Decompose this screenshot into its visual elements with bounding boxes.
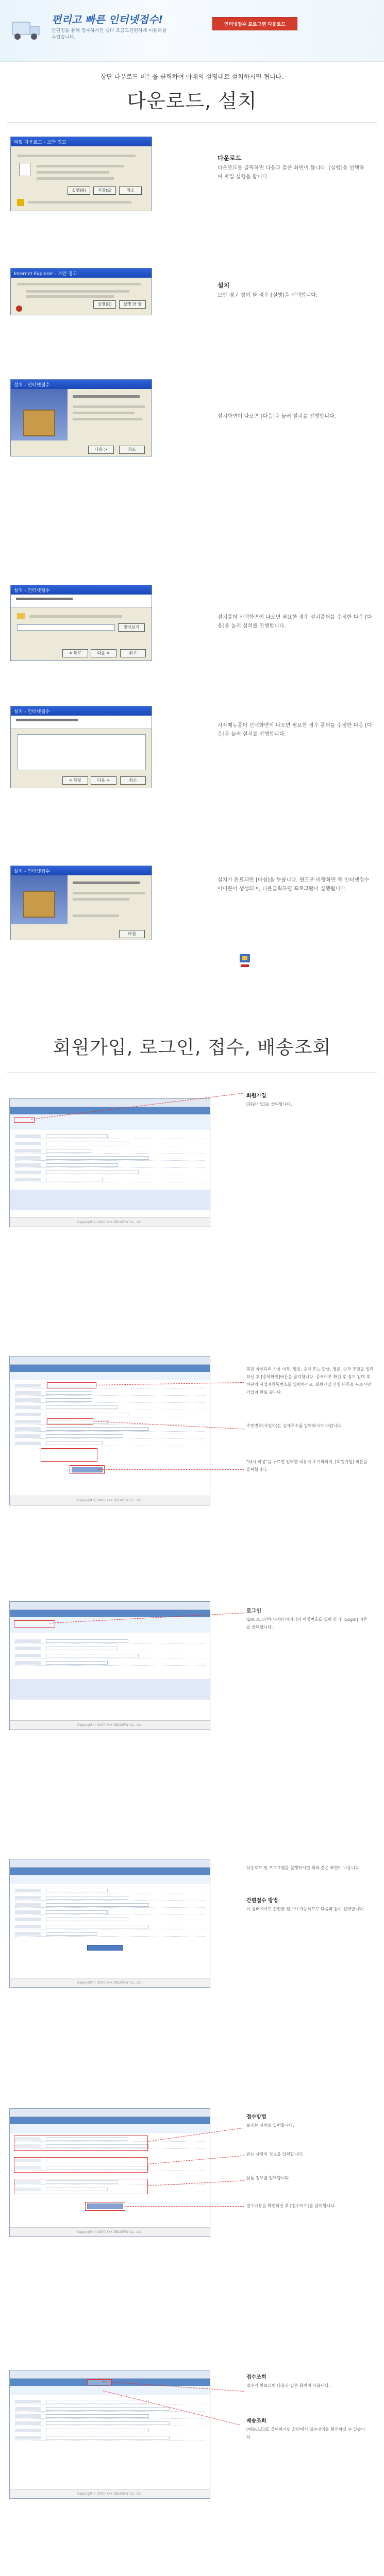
tracking-tab-highlight[interactable] [87,2379,112,2385]
callout-text: "다시 작성"을 누르면 입력한 내용이 초기화되며, [회원가입] 버튼을 클릭합니다. [246,1460,368,1472]
callout-text: ID로 로그인하시려면 아이디와 비밀번호를 입력 한 후 [Login] 버튼을 클릭합니다. [246,1617,368,1630]
callout-text: 받는 사람의 정보를 입력합니다. [246,2152,304,2157]
copyright: Copyright ⓒ 2000 XXX DELIVERY Co., Ltd. [10,2489,210,2498]
next-button[interactable]: 다음 > [91,776,116,785]
warning-shield-icon [16,306,22,312]
join-link-highlight[interactable] [14,1117,35,1123]
cancel-button[interactable]: 취소 [119,446,145,454]
back-button[interactable]: < 뒤로 [62,776,88,785]
desktop-shortcut-icon[interactable] [238,953,252,969]
file-icon [19,163,30,176]
item-highlight [14,2179,148,2194]
site-screenshot-join-form [9,1356,210,1505]
id-field-highlight[interactable] [47,1382,96,1388]
next-button[interactable]: 다음 > [88,446,114,454]
site-screenshot-order-complete [9,2370,210,2499]
callout-text: [회원가입]을 클릭합니다. [246,1102,292,1107]
delivery-van-icon [10,13,42,44]
finish-button[interactable]: 마침 [119,930,145,938]
cancel-button[interactable]: 취소 [119,187,142,195]
back-button[interactable]: < 뒤로 [62,649,88,657]
callout-heading: 회원가입 [246,1093,266,1099]
copyright: Copyright ⓒ 2000 XXX DELIVERY Co., Ltd. [10,1496,210,1505]
file-download-dialog: 파일 다운로드 - 보안 경고 실행(R) 저장(S) 취소 [10,137,152,211]
callout-text: 물품 정보를 입력합니다. [246,2176,290,2180]
site-screenshot-order-form [9,2108,210,2237]
setup-wizard-welcome: 설치 - 인터넷접수 다음 > 취소 [10,379,152,456]
setup-finish-dialog: 설치 - 인터넷접수 마침 [10,866,152,940]
step-text: 다운로드를 클릭하면 다음과 같은 화면이 뜹니다. [실행]을 선택하여 파일 실행을 합니다. [218,165,364,180]
dont-run-button[interactable]: 실행 안 함 [119,300,146,309]
site-screenshot-login [9,1601,210,1730]
copyright: Copyright ⓒ 2000 XXX DELIVERY Co., Ltd. [10,1720,210,1730]
callout-heading: 간편접수 방법 [246,1898,278,1904]
callout-heading: 접수조회 [246,2375,266,2380]
callout-text: 보내는 사람을 입력합니다. [246,2123,294,2128]
copyright: Copyright ⓒ 2000 XXX DELIVERY Co., Ltd. [10,1217,210,1227]
callout-heading: 로그인 [246,1608,261,1614]
step-text: 설치폴더 선택화면이 나오면 필요한 경우 설치폴더를 수정한 다음 [다음]을 눌러 설치를 진행합니다. [218,615,372,629]
cancel-button[interactable]: 취소 [120,776,146,785]
warning-shield-icon [17,199,24,206]
callout-heading: 배송조회 [246,2418,266,2424]
run-button[interactable]: 실행(R) [93,300,116,309]
submit-highlight [85,2202,125,2211]
intro-text: 상단 다운로드 버튼을 클릭하여 아래의 설명대로 설치하시면 됩니다. [100,73,284,80]
copyright: Copyright ⓒ 2000 XXX DELIVERY Co., Ltd. [10,2227,210,2236]
callout-text: 회원 아이디의 사용 여부, 영문, 숫자 또는 한글, 영문, 숫자 조합을 입력하신 후 [중복확인]버튼을 클릭합니다. 중복여부 확인 후 정보 입력 후 하단의 사업자등록번호를 입력하시고, 회원가입 신청 버튼을 누르시면 가입이 완료 됩니다. [246,1367,374,1395]
step-text: 설치가 완료되면 [마침]을 누릅니다. 윈도우 바탕화면 쪽 인터넷접수 아이콘이 생성되며, 더블클릭하면 프로그램이 실행됩니다. [218,877,370,892]
callout-text: 주민번호(사업자)는 상세주소를 입력하시기 바랍니다. [246,1423,343,1428]
run-button[interactable]: 실행(R) [68,187,90,195]
start-menu-folder-list[interactable] [17,734,146,770]
install-path-field[interactable] [17,624,115,631]
step-text: 보안 경고 창이 뜰 경우 [실행]을 선택합니다. [218,293,318,298]
step-heading: 설치 [218,282,230,289]
install-box-icon [23,891,55,918]
download-banner [0,0,384,62]
address-field-highlight [47,1418,93,1425]
step-text: 시작메뉴폴더 선택화면이 나오면 필요한 경우 폴더를 수정한 다음 [다음]을 눌러 설치를 진행합니다. [218,723,372,737]
download-section-title: 다운로드, 설치 [127,90,257,112]
download-button[interactable]: 인터넷접수 프로그램 다운로드 [212,17,297,30]
login-box-highlight[interactable] [14,1620,55,1628]
business-number-highlight [41,1448,97,1462]
next-button[interactable]: 다음 > [91,649,116,657]
cancel-button[interactable]: 취소 [120,649,146,657]
browse-button[interactable]: 찾아보기 [118,623,145,632]
step-text: 설치화면이 나오면 [다음]을 눌러 설치를 진행합니다. [218,414,336,419]
banner-title: 편리고 빠른 인터넷접수! [52,13,163,26]
step-heading: 다운로드 [218,155,242,162]
install-box-icon [23,410,55,436]
setup-start-menu-dialog: 설치 - 인터넷접수 < 뒤로 다음 > 취소 [10,706,152,788]
callout-text: [배송조회]를 클릭하시면 화면에서 접수내역을 확인하실 수 있습니다. [246,2427,365,2439]
member-section-title: 회원가입, 로그인, 접수, 배송조회 [53,1037,331,1058]
callout-text: 다운로드 된 프로그램을 실행하시면 위와 같은 화면이 나옵니다. [246,1866,361,1870]
callout-text: 접수가 완료되면 다음과 같은 화면이 나옵니다. [246,2383,330,2388]
receiver-highlight [14,2157,148,2173]
site-screenshot-quick-order [9,1859,210,1988]
copyright: Copyright ⓒ 2000 XXX DELIVERY Co., Ltd. [10,1978,210,1987]
sender-highlight [14,2136,148,2151]
callout-text: 이 상태에서도 간편한 접수가 가능하므로 다음과 같이 입력합니다. [246,1907,364,1911]
quick-order-button[interactable] [87,1945,123,1951]
security-warning-dialog: Internet Explorer - 보안 경고 실행(R) 실행 안 함 [10,268,152,315]
callout-text: 접수내용을 확인하신 후 [접수하기]를 클릭합니다. [246,2204,336,2208]
save-button[interactable]: 저장(S) [93,187,116,195]
setup-folder-dialog: 설치 - 인터넷접수 찾아보기 < 뒤로 다음 > 취소 [10,585,152,661]
banner-subtitle: 간편정을 통해 접수하시면 쉽다 조금도진편하게 이용하실수있습니다. [52,28,166,40]
callout-heading: 접수방법 [246,2114,266,2120]
folder-icon [17,613,25,619]
